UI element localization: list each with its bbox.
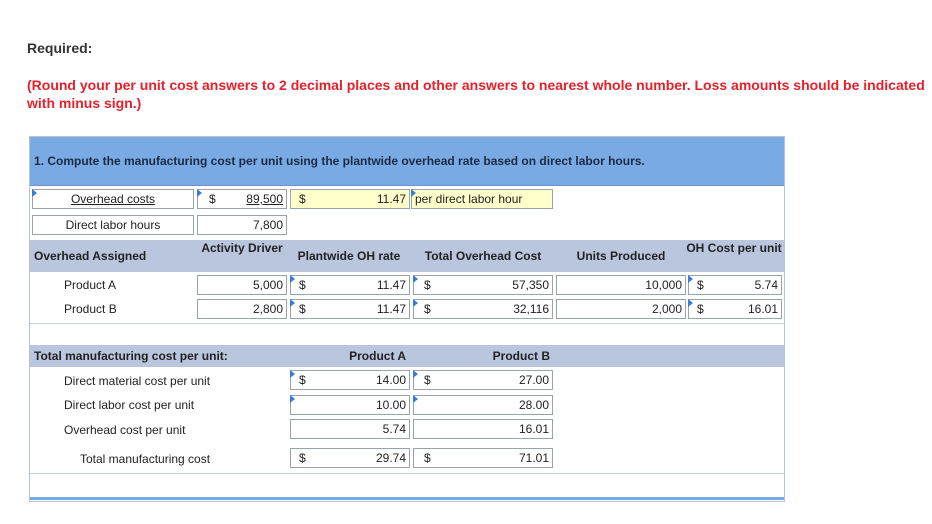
product-b-rate-input[interactable] <box>290 299 410 319</box>
product-b-units: 2,000 <box>651 302 682 316</box>
overhead-a: 5.74 <box>382 422 406 436</box>
direct-labor-hours-label: Direct labor hours <box>65 218 161 232</box>
overhead-a-input[interactable] <box>290 419 410 439</box>
direct-labor-b-input[interactable] <box>413 395 553 415</box>
input-marker-icon <box>290 370 295 378</box>
mfg-product-a-header: Product A <box>349 349 406 363</box>
required-label: Required: <box>27 40 93 56</box>
activity-driver-header: Activity Driver <box>201 241 283 255</box>
product-a-label: Product A <box>64 278 117 292</box>
direct-labor-b: 28.00 <box>518 398 549 412</box>
plantwide-rate-input[interactable] <box>290 189 410 209</box>
direct-labor-a: 10.00 <box>375 398 406 412</box>
row-divider <box>30 473 784 474</box>
overhead-assigned-title: Overhead Assigned <box>34 249 147 263</box>
direct-labor-hours-value: 7,800 <box>252 218 283 232</box>
overhead-costs-input[interactable] <box>197 189 287 209</box>
rate-unit: per direct labor hour <box>415 192 523 206</box>
direct-material-b-input[interactable] <box>413 370 553 390</box>
product-b-label: Product B <box>64 302 117 316</box>
overhead-costs-label-box[interactable] <box>32 189 194 209</box>
product-a-units: 10,000 <box>645 278 682 292</box>
direct-labor-a-input[interactable] <box>290 395 410 415</box>
product-a-driver-input[interactable] <box>197 275 287 295</box>
product-b-total: 32,116 <box>513 302 549 316</box>
product-a-rate: 11.47 <box>376 278 406 292</box>
overhead-costs-label: Overhead costs <box>70 192 156 206</box>
product-b-per-unit-currency: $ <box>697 302 704 316</box>
direct-material-b-currency: $ <box>424 373 431 387</box>
product-a-total-currency: $ <box>424 278 431 292</box>
input-marker-icon <box>688 299 693 307</box>
product-b-per-unit-input[interactable] <box>688 299 782 319</box>
overhead-costs-value: 89,500 <box>246 192 283 206</box>
product-b-rate: 11.47 <box>376 302 406 316</box>
input-marker-icon <box>290 299 295 307</box>
oh-cost-per-unit-header: OH Cost per unit <box>686 241 782 255</box>
rate-value: 11.47 <box>376 192 406 206</box>
input-marker-icon <box>197 189 202 197</box>
product-a-driver: 5,000 <box>252 278 283 292</box>
product-b-units-input[interactable] <box>556 299 686 319</box>
product-b-total-currency: $ <box>424 302 431 316</box>
input-marker-icon <box>32 189 37 197</box>
worksheet-panel <box>29 136 785 502</box>
input-marker-icon <box>413 299 418 307</box>
direct-material-b: 27.00 <box>518 373 549 387</box>
product-b-total-input[interactable] <box>413 299 553 319</box>
product-a-per-unit: 5.74 <box>754 278 778 292</box>
direct-material-a-currency: $ <box>299 373 306 387</box>
product-b-driver: 2,800 <box>252 302 283 316</box>
total-mfg-b-input[interactable] <box>413 448 553 468</box>
mfg-cost-title: Total manufacturing cost per unit: <box>34 349 228 363</box>
total-mfg-a-input[interactable] <box>290 448 410 468</box>
product-a-per-unit-input[interactable] <box>688 275 782 295</box>
input-marker-icon <box>290 275 295 283</box>
direct-labor-hours-input[interactable] <box>197 215 287 235</box>
question-text: 1. Compute the manufacturing cost per unit using the plantwide overhead rate based on direct labor hours. <box>34 154 645 168</box>
input-marker-icon <box>413 275 418 283</box>
input-marker-icon <box>411 189 416 197</box>
row-divider <box>30 323 784 324</box>
input-marker-icon <box>688 275 693 283</box>
direct-material-a-input[interactable] <box>290 370 410 390</box>
product-a-rate-input[interactable] <box>290 275 410 295</box>
product-a-units-input[interactable] <box>556 275 686 295</box>
input-marker-icon <box>290 395 295 403</box>
product-b-rate-currency: $ <box>299 302 306 316</box>
direct-labor-hours-label-box <box>32 215 194 235</box>
product-a-total-input[interactable] <box>413 275 553 295</box>
product-a-rate-currency: $ <box>299 278 306 292</box>
total-mfg-b-currency: $ <box>424 451 431 465</box>
mfg-product-b-header: Product B <box>492 349 550 363</box>
rate-unit-box[interactable] <box>411 189 553 209</box>
bottom-bar <box>30 497 784 500</box>
direct-material-a: 14.00 <box>375 373 406 387</box>
overhead-b-input[interactable] <box>413 419 553 439</box>
overhead-cost-label: Overhead cost per unit <box>64 423 186 437</box>
overhead-b: 16.01 <box>518 422 549 436</box>
overhead-costs-currency: $ <box>209 192 216 206</box>
product-a-per-unit-currency: $ <box>697 278 704 292</box>
input-marker-icon <box>413 395 418 403</box>
total-mfg-label: Total manufacturing cost <box>80 452 211 466</box>
product-b-per-unit: 16.01 <box>747 302 778 316</box>
total-mfg-a-currency: $ <box>299 451 306 465</box>
units-produced-header: Units Produced <box>576 249 666 263</box>
question-header <box>30 137 784 186</box>
total-mfg-a: 29.74 <box>375 451 406 465</box>
rate-currency: $ <box>299 192 306 206</box>
plantwide-rate-header: Plantwide OH rate <box>297 249 401 263</box>
direct-labor-label: Direct labor cost per unit <box>64 398 195 412</box>
product-b-driver-input[interactable] <box>197 299 287 319</box>
total-mfg-b: 71.01 <box>518 451 549 465</box>
input-marker-icon <box>413 370 418 378</box>
total-overhead-header: Total Overhead Cost <box>424 249 542 263</box>
direct-material-label: Direct material cost per unit <box>64 374 211 388</box>
product-a-total: 57,350 <box>512 278 549 292</box>
instructions-text: (Round your per unit cost answers to 2 decimal places and other answers to nearest whole number. Loss amounts should be indicated with minus sign.) <box>27 77 925 111</box>
